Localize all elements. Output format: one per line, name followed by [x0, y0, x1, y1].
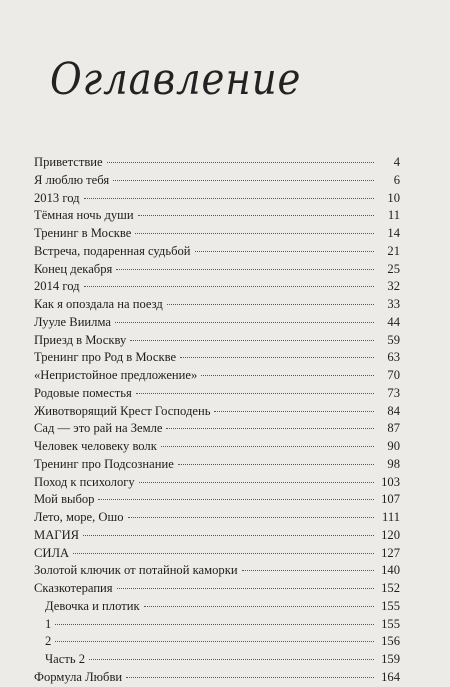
toc-entry-page: 155	[381, 598, 400, 613]
toc-entry-title: Конец декабря	[34, 261, 113, 276]
dot-leader	[89, 659, 374, 660]
toc-entry-title: Сад — это рай на Земле	[34, 421, 163, 436]
toc-entry[interactable]	[34, 349, 400, 367]
dot-leader	[178, 464, 374, 465]
toc-entry-title: Тренинг в Москве	[34, 226, 132, 240]
toc-entry-title: Формула Любви	[34, 669, 123, 684]
dot-leader	[130, 340, 374, 341]
toc-entry-title: Приветствие	[34, 155, 103, 169]
toc-entry-title: Тренинг про Подсознание	[34, 456, 174, 471]
toc-entry-page: 120	[381, 527, 400, 542]
toc-entry-title: Золотой ключик от потайной каморки	[34, 563, 238, 578]
dot-leader	[136, 393, 374, 394]
toc-entry[interactable]	[34, 225, 400, 243]
dot-leader	[117, 588, 374, 589]
toc-entry-title: Животворящий Крест Господень	[34, 403, 211, 418]
toc-entry-page: 155	[381, 616, 400, 631]
toc-entry[interactable]	[34, 598, 400, 616]
toc-entry[interactable]	[34, 527, 400, 545]
toc-entry[interactable]	[34, 314, 400, 332]
dot-leader	[214, 411, 374, 412]
dot-leader	[135, 233, 374, 234]
toc-entry-page: 107	[381, 492, 400, 507]
page-title: Оглавление	[50, 54, 302, 105]
toc-entry[interactable]	[34, 154, 400, 172]
dot-leader	[115, 322, 374, 323]
toc-entry[interactable]	[34, 651, 400, 669]
dot-leader	[195, 251, 374, 252]
toc-entry-title: Часть 2	[45, 652, 86, 666]
toc-entry[interactable]	[34, 633, 400, 651]
dot-leader	[84, 198, 374, 199]
toc-entry-title: 2013 год	[34, 190, 80, 205]
toc-entry-title: Лето, море, Ошо	[34, 510, 124, 524]
toc-entry-page: 63	[387, 350, 400, 365]
toc-entry[interactable]	[34, 491, 400, 509]
toc-entry-title: 2	[45, 634, 52, 649]
toc-entry-title: Поход к психологу	[34, 474, 135, 489]
toc-entry[interactable]	[34, 261, 400, 279]
toc-entry-title: Человек человеку волк	[34, 439, 157, 453]
table-of-contents	[34, 154, 400, 687]
dot-leader	[166, 428, 374, 429]
toc-entry-page: 152	[381, 581, 400, 595]
toc-entry-page: 127	[381, 545, 400, 560]
dot-leader	[128, 517, 374, 518]
toc-entry-page: 11	[387, 208, 400, 223]
toc-entry-page: 111	[382, 510, 400, 524]
dot-leader	[84, 286, 374, 287]
toc-entry-title: 2014 год	[34, 279, 80, 294]
toc-entry[interactable]	[34, 385, 400, 403]
toc-entry-title: Лууле Виилма	[34, 314, 111, 329]
toc-entry[interactable]	[34, 278, 400, 296]
dot-leader	[55, 624, 374, 625]
toc-entry[interactable]	[34, 474, 400, 492]
dot-leader	[107, 162, 374, 163]
toc-entry[interactable]	[34, 456, 400, 474]
toc-entry-title: Девочка и плотик	[45, 598, 140, 613]
toc-entry-page: 73	[387, 385, 400, 400]
dot-leader	[201, 375, 374, 376]
toc-entry-page: 6	[393, 172, 400, 187]
toc-entry[interactable]	[34, 438, 400, 456]
toc-entry-page: 21	[387, 243, 400, 258]
dot-leader	[73, 553, 374, 554]
toc-entry[interactable]	[34, 616, 400, 634]
toc-entry[interactable]	[34, 367, 400, 385]
toc-entry[interactable]	[34, 545, 400, 563]
toc-entry[interactable]	[34, 403, 400, 421]
toc-entry-page: 44	[387, 314, 400, 329]
toc-entry[interactable]	[34, 420, 400, 438]
toc-entry-page: 84	[387, 403, 400, 418]
dot-leader	[113, 180, 374, 181]
dot-leader	[161, 446, 374, 447]
toc-entry-title: Приезд в Москву	[34, 332, 127, 347]
toc-entry-title: Тренинг про Род в Москве	[34, 350, 177, 365]
toc-entry-page: 90	[387, 439, 400, 453]
dot-leader	[138, 215, 374, 216]
toc-entry-title: 1	[45, 616, 52, 631]
toc-entry-title: Тёмная ночь души	[34, 208, 134, 223]
toc-entry[interactable]	[34, 580, 400, 598]
toc-entry-page: 164	[381, 669, 400, 684]
toc-entry-title: Я люблю тебя	[34, 172, 110, 187]
toc-entry[interactable]	[34, 562, 400, 580]
toc-entry-page: 25	[387, 261, 400, 276]
toc-entry-page: 33	[387, 297, 400, 311]
dot-leader	[83, 535, 374, 536]
dot-leader	[126, 677, 374, 678]
toc-entry-page: 14	[387, 226, 400, 240]
toc-entry-title: Как я опоздала на поезд	[34, 297, 163, 311]
dot-leader	[167, 304, 374, 305]
toc-entry[interactable]	[34, 669, 400, 687]
toc-entry-title: Мой выбор	[34, 492, 95, 507]
toc-entry-title: Сказкотерапия	[34, 581, 113, 595]
toc-entry-title: МАГИЯ	[34, 527, 80, 542]
dot-leader	[242, 570, 374, 571]
toc-entry-page: 10	[387, 190, 400, 205]
dot-leader	[144, 606, 374, 607]
toc-entry-page: 87	[387, 421, 400, 436]
toc-entry-page: 70	[387, 368, 400, 382]
toc-entry[interactable]	[34, 509, 400, 527]
toc-entry-title: Родовые поместья	[34, 385, 132, 400]
toc-entry-page: 103	[381, 474, 400, 489]
toc-entry-title: Встреча, подаренная судьбой	[34, 243, 191, 258]
dot-leader	[98, 499, 374, 500]
toc-entry-title: СИЛА	[34, 545, 70, 560]
toc-entry-page: 98	[387, 456, 400, 471]
dot-leader	[55, 641, 374, 642]
dot-leader	[116, 269, 374, 270]
toc-entry[interactable]	[34, 190, 400, 208]
toc-entry-title: «Непристойное предложение»	[34, 368, 198, 382]
toc-entry-page: 4	[393, 155, 400, 169]
toc-entry-page: 159	[381, 652, 400, 666]
toc-entry[interactable]	[34, 243, 400, 261]
toc-entry[interactable]	[34, 332, 400, 350]
dot-leader	[139, 482, 374, 483]
toc-entry[interactable]	[34, 296, 400, 314]
toc-entry[interactable]	[34, 172, 400, 190]
toc-entry-page: 59	[387, 332, 400, 347]
toc-entry-page: 140	[381, 563, 400, 578]
toc-entry[interactable]	[34, 207, 400, 225]
toc-entry-page: 32	[387, 279, 400, 294]
dot-leader	[180, 357, 374, 358]
toc-entry-page: 156	[381, 634, 400, 649]
